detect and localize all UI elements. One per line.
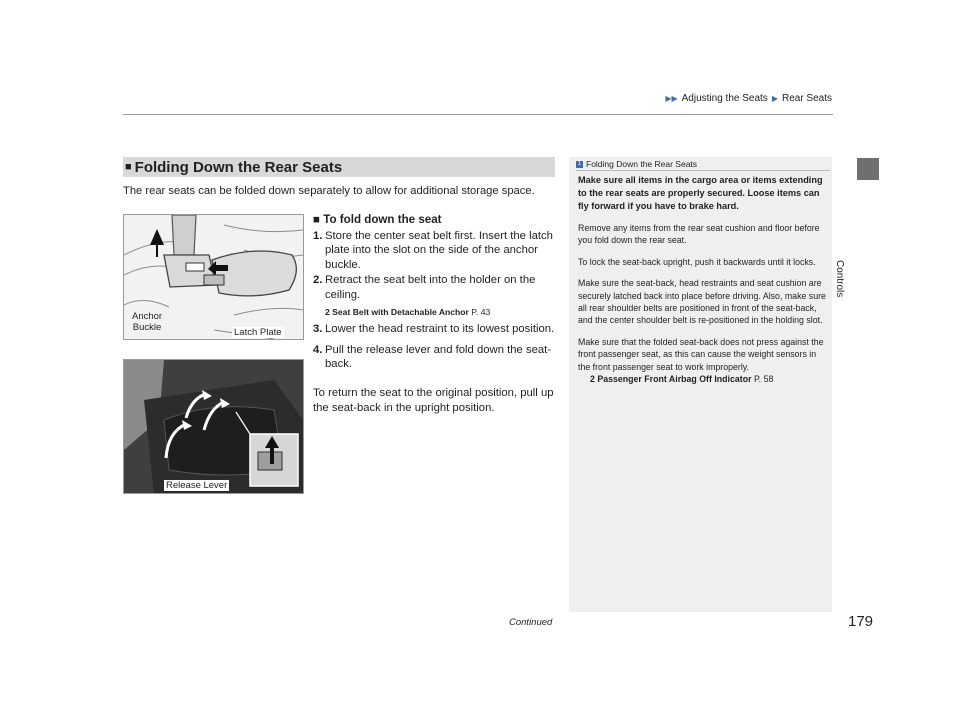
figure-label-release-lever: Release Lever: [166, 480, 228, 491]
chapter-tab-label: Controls: [834, 260, 845, 298]
step-text: Pull the release lever and fold down the seat-back.: [325, 343, 552, 371]
label-anchor: Anchor: [132, 311, 163, 322]
step-text: Lower the head restraint to its lowest position.: [325, 323, 555, 336]
return-instructions: To return the seat to the original position, pull up the seat-back in the upright position.: [313, 386, 554, 414]
note-title-text: Folding Down the Rear Seats: [586, 159, 698, 169]
breadcrumb-arrow-icon: ▶▶: [665, 94, 678, 103]
breadcrumb-arrow-icon: ▶: [771, 94, 778, 103]
continued-label: Continued: [509, 617, 553, 628]
reference-title[interactable]: Passenger Front Airbag Off Indicator: [597, 374, 752, 385]
header-divider: [123, 114, 833, 115]
note-paragraph: Remove any items from the rear seat cushion and floor before you fold down the rear seat.: [578, 223, 820, 246]
breadcrumb-item[interactable]: Rear Seats: [781, 93, 832, 104]
note-body: [578, 174, 826, 385]
label-buckle: Buckle: [132, 322, 162, 333]
reference-title[interactable]: Seat Belt with Detachable Anchor: [332, 306, 469, 317]
step-number: 1.: [313, 229, 323, 242]
subheading-text: To fold down the seat: [323, 213, 442, 226]
breadcrumb: [663, 93, 832, 104]
section-heading: [123, 157, 555, 177]
note-divider: [576, 170, 830, 171]
figure-release-lever: [123, 359, 304, 494]
square-bullet-icon: ■: [313, 213, 321, 226]
section-heading-text: Folding Down the Rear Seats: [134, 158, 343, 176]
note-paragraph: Make sure the seat-back, head restraints and seat cushion are securely latched back into place before driving. Also, make sure all rear shoulder belts are positioned in front of the seat-back, and the center shoulder belt is re-positioned in the holding slot.: [578, 278, 826, 326]
square-bullet-icon: ■: [125, 161, 132, 173]
cross-reference-link[interactable]: [325, 305, 558, 320]
note-warning: Make sure all items in the cargo area or items extending to the rear seats are properly secured. Loose items can fly forward if you have to brake hard.: [578, 175, 823, 211]
step-item: [313, 343, 558, 372]
section-intro: The rear seats can be folded down separately to allow for additional storage space.: [123, 185, 535, 197]
figure-label-anchor-buckle: [130, 311, 164, 333]
reference-arrow-icon: 2: [325, 306, 330, 317]
rear-seat-illustration: [124, 360, 303, 493]
figure-seatbelt-anchor: [123, 214, 304, 340]
step-text: Retract the seat belt into the holder on the ceiling.: [325, 274, 536, 301]
step-number: 2.: [313, 274, 323, 287]
breadcrumb-item[interactable]: Adjusting the Seats: [681, 93, 768, 104]
chapter-tab-marker: [857, 158, 879, 180]
step-text: Store the center seat belt first. Insert the latch plate into the slot on the side of the anchor buckle.: [325, 229, 553, 271]
reference-page[interactable]: P. 43: [471, 306, 491, 317]
reference-arrow-icon: 2: [590, 374, 595, 385]
step-number: 3.: [313, 323, 323, 336]
step-item: [313, 229, 558, 273]
fold-down-instructions: [313, 213, 558, 415]
subheading: [313, 213, 558, 228]
note-paragraph: Make sure that the folded seat-back does not press against the front passenger seat, as this can cause the weight sensors in the front passenger seat to work improperly.: [578, 336, 824, 372]
cross-reference-link[interactable]: [590, 373, 826, 385]
page-number: 179: [848, 613, 874, 630]
step-item: [313, 322, 558, 337]
note-marker-icon: 1: [577, 160, 582, 167]
step-item: [313, 273, 558, 302]
note-paragraph: To lock the seat-back upright, push it backwards until it locks.: [578, 256, 816, 267]
reference-page[interactable]: P. 58: [753, 374, 774, 385]
note-title: [576, 159, 697, 169]
figure-label-latch-plate: Latch Plate: [234, 327, 282, 338]
step-number: 4.: [313, 343, 323, 356]
